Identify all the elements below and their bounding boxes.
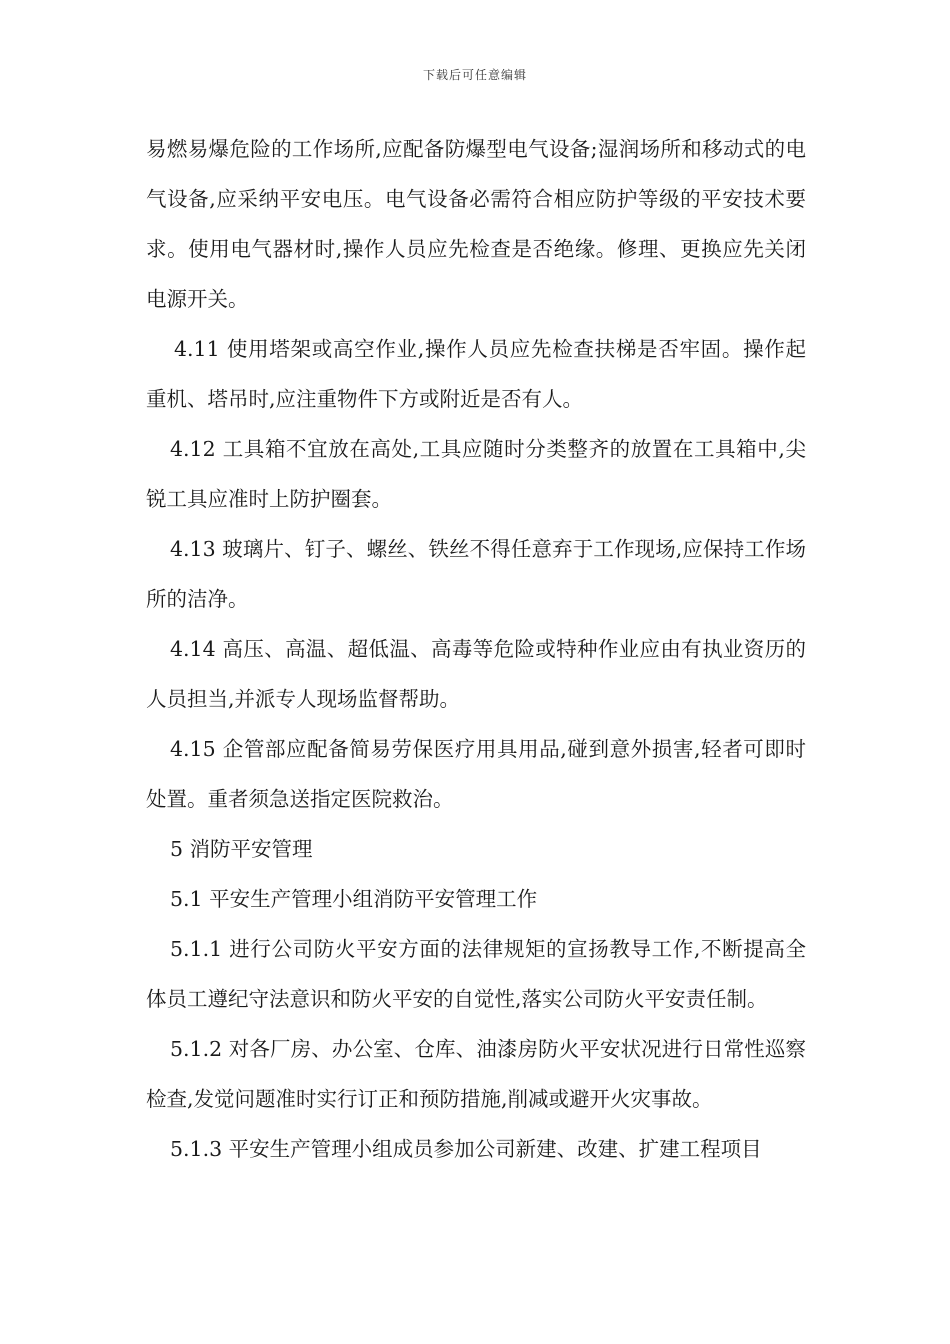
- section-heading-5-1: 5.1 平安生产管理小组消防平安管理工作: [170, 887, 538, 911]
- paragraph-4-15: 4.15 企管部应配备简易劳保医疗用具用品,碰到意外损害,轻者可即时处置。重者须急送指定医院救治。: [146, 737, 806, 811]
- paragraph-5-1-3: 5.1.3 平安生产管理小组成员参加公司新建、改建、扩建工程项目: [170, 1137, 762, 1161]
- paragraph-4-14: 4.14 高压、高温、超低温、高毒等危险或特种作业应由有执业资历的人员担当,并派专人现场监督帮助。: [146, 637, 806, 711]
- paragraph-4-11: 4.11 使用塔架或高空作业,操作人员应先检查扶梯是否牢固。操作起重机、塔吊时,应注重物件下方或附近是否有人。: [146, 337, 806, 411]
- paragraph-4-13: 4.13 玻璃片、钉子、螺丝、铁丝不得任意弃于工作现场,应保持工作场所的洁净。: [146, 537, 806, 611]
- document-body: [146, 124, 806, 1174]
- paragraph-5-1-1: 5.1.1 进行公司防火平安方面的法律规矩的宣扬教导工作,不断提高全体员工遵纪守法意识和防火平安的自觉性,落实公司防火平安责任制。: [146, 937, 806, 1011]
- page-header: 下载后可任意编辑: [422, 68, 527, 82]
- paragraph-4-12: 4.12 工具箱不宜放在高处,工具应随时分类整齐的放置在工具箱中,尖锐工具应准时上防护圈套。: [146, 437, 806, 511]
- section-heading-5: 5 消防平安管理: [170, 837, 313, 861]
- paragraph-5-1-2: 5.1.2 对各厂房、办公室、仓库、油漆房防火平安状况进行日常性巡察检查,发觉问题准时实行订正和预防措施,削减或避开火灾事故。: [146, 1037, 806, 1111]
- paragraph-electrical-equipment: 易燃易爆危险的工作场所,应配备防爆型电气设备;湿润场所和移动式的电气设备,应采纳平安电压。电气设备必需符合相应防护等级的平安技术要求。使用电气器材时,操作人员应先检查是否绝缘。修理、更换应先关闭电源开关。: [146, 137, 806, 311]
